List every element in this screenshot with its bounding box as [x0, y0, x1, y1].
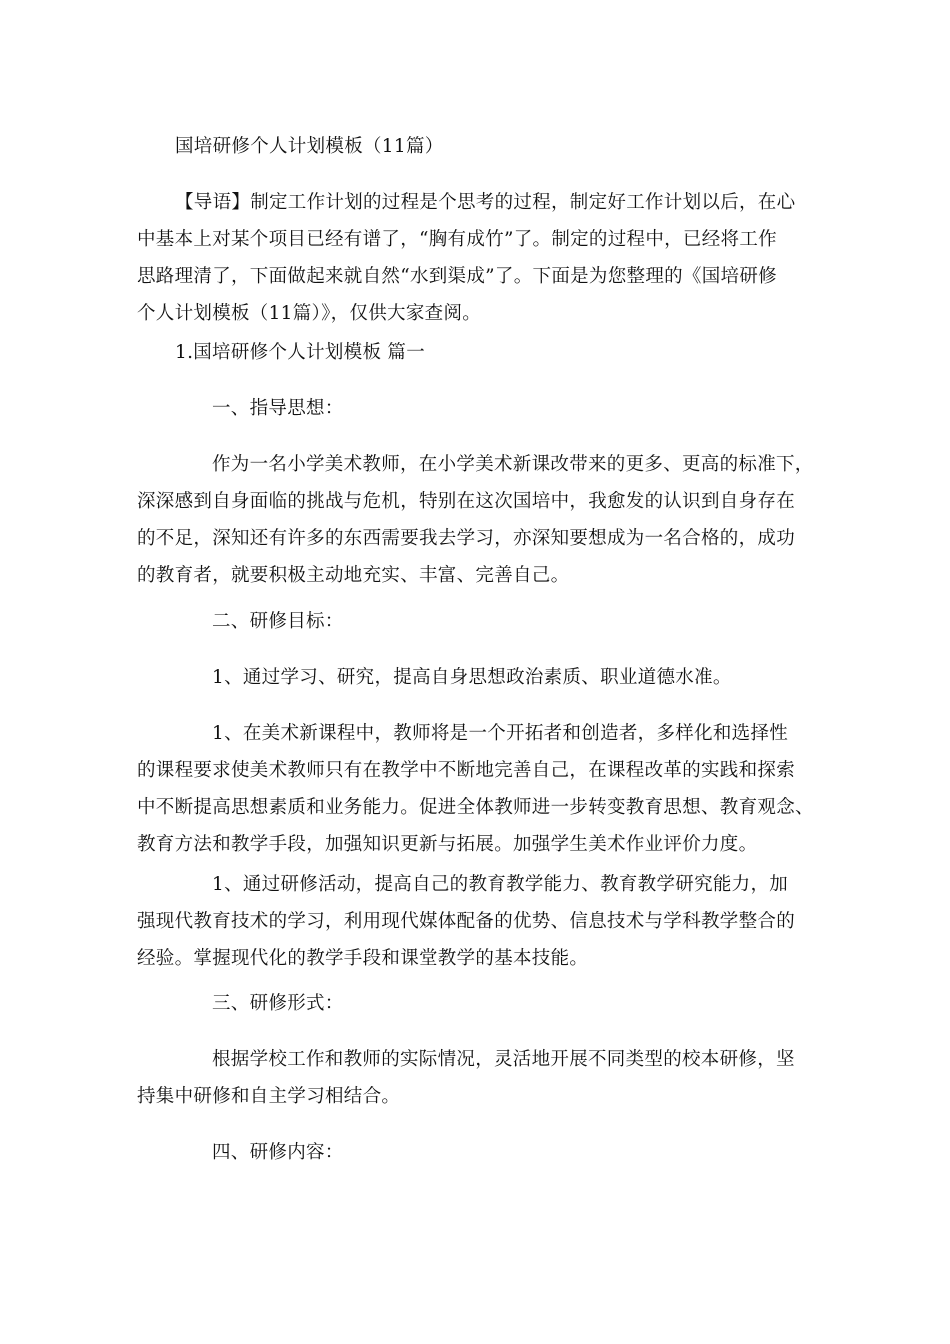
article-heading	[137, 334, 817, 371]
paragraph-line: 强现代教育技术的学习，利用现代媒体配备的优势、信息技术与学科教学整合的	[137, 911, 796, 932]
section-heading-content	[137, 1134, 817, 1171]
intro-line: 【导语】制定工作计划的过程是个思考的过程，制定好工作计划以后，在心	[175, 192, 796, 213]
goal-item-2	[137, 715, 817, 863]
guiding-ideology-paragraph	[137, 446, 817, 594]
section-heading-forms	[137, 985, 817, 1022]
paragraph-line: 1、通过学习、研究，提高自身思想政治素质、职业道德水准。	[212, 667, 732, 688]
paragraph-line: 作为一名小学美术教师，在小学美术新课改带来的更多、更高的标准下，	[212, 454, 814, 475]
paragraph-line: 的不足，深知还有许多的东西需要我去学习，亦深知要想成为一名合格的，成功	[137, 528, 796, 549]
paragraph-line: 1、通过研修活动，提高自己的教育教学能力、教育教学研究能力，加	[212, 874, 789, 895]
section-heading-line: 一、指导思想：	[212, 398, 344, 419]
intro-line: 思路理清了，下面做起来就自然“水到渠成”了。下面是为您整理的《国培研修	[137, 266, 777, 287]
intro-paragraph	[137, 184, 817, 332]
paragraph-line: 经验。掌握现代化的教学手段和课堂教学的基本技能。	[137, 948, 589, 969]
title-line: 国培研修个人计划模板（11篇）	[175, 136, 444, 157]
forms-paragraph	[137, 1041, 817, 1115]
section-heading-guiding-ideology	[137, 390, 817, 427]
paragraph-line: 深深感到自身面临的挑战与危机，特别在这次国培中，我愈发的认识到自身存在	[137, 491, 796, 512]
paragraph-line: 中不断提高思想素质和业务能力。促进全体教师进一步转变教育思想、教育观念、	[137, 797, 814, 818]
paragraph-line: 根据学校工作和教师的实际情况，灵活地开展不同类型的校本研修，坚	[212, 1049, 795, 1070]
paragraph-line: 1、在美术新课程中，教师将是一个开拓者和创造者，多样化和选择性	[212, 723, 789, 744]
intro-line: 中基本上对某个项目已经有谱了，“胸有成竹”了。制定的过程中，已经将工作	[137, 229, 777, 250]
paragraph-line: 的教育者，就要积极主动地充实、丰富、完善自己。	[137, 565, 570, 586]
section-heading-line: 二、研修目标：	[212, 611, 344, 632]
paragraph-line: 持集中研修和自主学习相结合。	[137, 1086, 401, 1107]
section-heading-goals	[137, 603, 817, 640]
paragraph-line: 教育方法和教学手段，加强知识更新与拓展。加强学生美术作业评价力度。	[137, 834, 758, 855]
paragraph-line: 的课程要求使美术教师只有在教学中不断地完善自己，在课程改革的实践和探索	[137, 760, 796, 781]
section-heading-line: 四、研修内容：	[212, 1142, 344, 1163]
document-title	[137, 128, 817, 165]
article-heading-line: 1.国培研修个人计划模板 篇一	[175, 342, 426, 363]
goal-item-1	[137, 659, 817, 696]
section-heading-line: 三、研修形式：	[212, 993, 344, 1014]
intro-line: 个人计划模板（11篇）》，仅供大家查阅。	[137, 303, 482, 324]
goal-item-3	[137, 866, 817, 977]
